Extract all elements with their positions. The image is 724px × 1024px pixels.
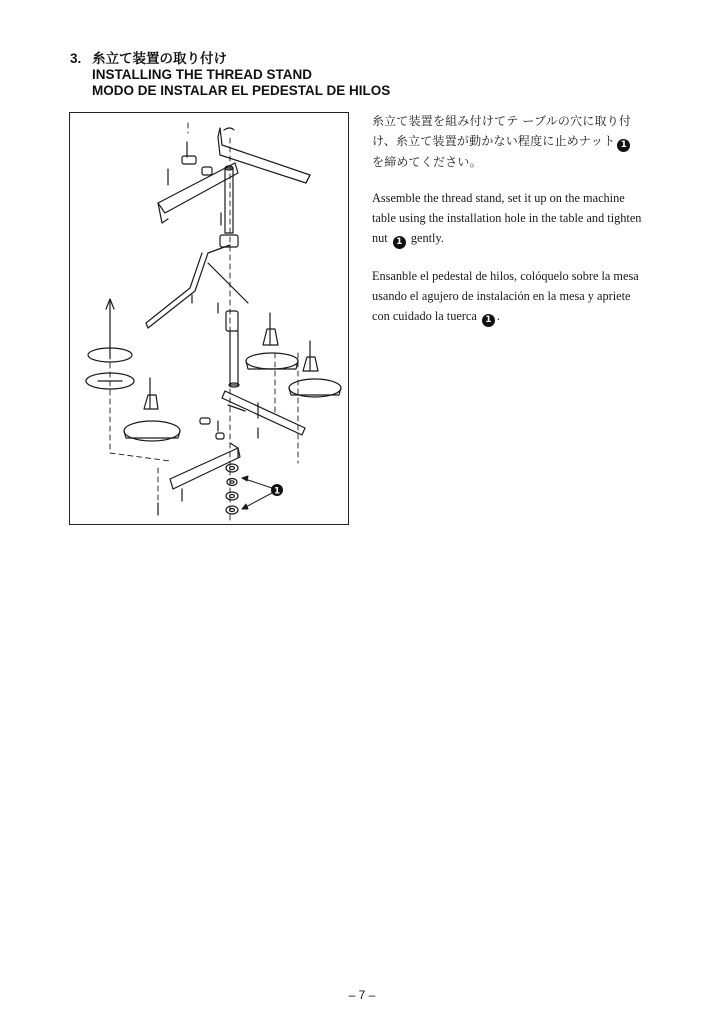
upper-left-arm xyxy=(158,142,238,223)
thread-guide-rod xyxy=(146,245,248,328)
left-cone-holder xyxy=(124,378,180,441)
page-number: – 7 – xyxy=(348,988,376,1002)
jp-line-1: 糸立て装置を組み付けてテ ーブルの穴に取り付 xyxy=(372,114,632,128)
jp-line-2-text: け、糸立て装置が動かない程度に止めナット xyxy=(372,134,616,148)
es-line-3 xyxy=(372,306,639,327)
jp-line-2 xyxy=(372,131,632,152)
title-english: INSTALLING THE THREAD STAND xyxy=(92,67,312,82)
thread-stand-diagram xyxy=(70,113,350,526)
right-cone-holder xyxy=(289,341,341,397)
en-line-2: table using the installation hole in the table and tighten xyxy=(372,211,642,225)
lower-right-arm xyxy=(222,391,305,438)
top-arm xyxy=(218,128,310,183)
title-japanese: 糸立て装置の取り付け xyxy=(92,51,227,66)
thread-stand-figure xyxy=(69,112,349,525)
es-line-1: Ensanble el pedestal de hilos, colóquelo sobre la mesa xyxy=(372,269,639,283)
nut-marker-en: 1 xyxy=(393,236,406,249)
middle-cone-holder xyxy=(246,313,298,369)
callout-arrows xyxy=(242,476,272,509)
en-line-3-pre: nut xyxy=(372,231,388,245)
section-number: 3. xyxy=(70,51,82,66)
instruction-english xyxy=(372,188,641,249)
instruction-spanish xyxy=(372,266,639,327)
instruction-japanese xyxy=(372,111,632,172)
en-line-1: Assemble the thread stand, set it up on the machine xyxy=(372,191,625,205)
en-line-3 xyxy=(372,228,641,249)
es-line-3-post: . xyxy=(496,309,500,323)
callout-marker-label: 1 xyxy=(273,486,281,497)
jp-line-3: を締めてください。 xyxy=(372,155,482,169)
washer-stack xyxy=(226,464,238,514)
lower-pole xyxy=(226,311,239,387)
nut-marker-jp: 1 xyxy=(617,139,630,152)
en-line-3-post: gently. xyxy=(410,231,444,245)
lower-base-arm xyxy=(158,418,240,515)
title-spanish: MODO DE INSTALAR EL PEDESTAL DE HILOS xyxy=(92,83,391,98)
es-line-3-pre: con cuidado la tuerca xyxy=(372,309,477,323)
nut-marker-es: 1 xyxy=(482,314,495,327)
es-line-2: usando el agujero de instalación en la mesa y apriete xyxy=(372,289,631,303)
